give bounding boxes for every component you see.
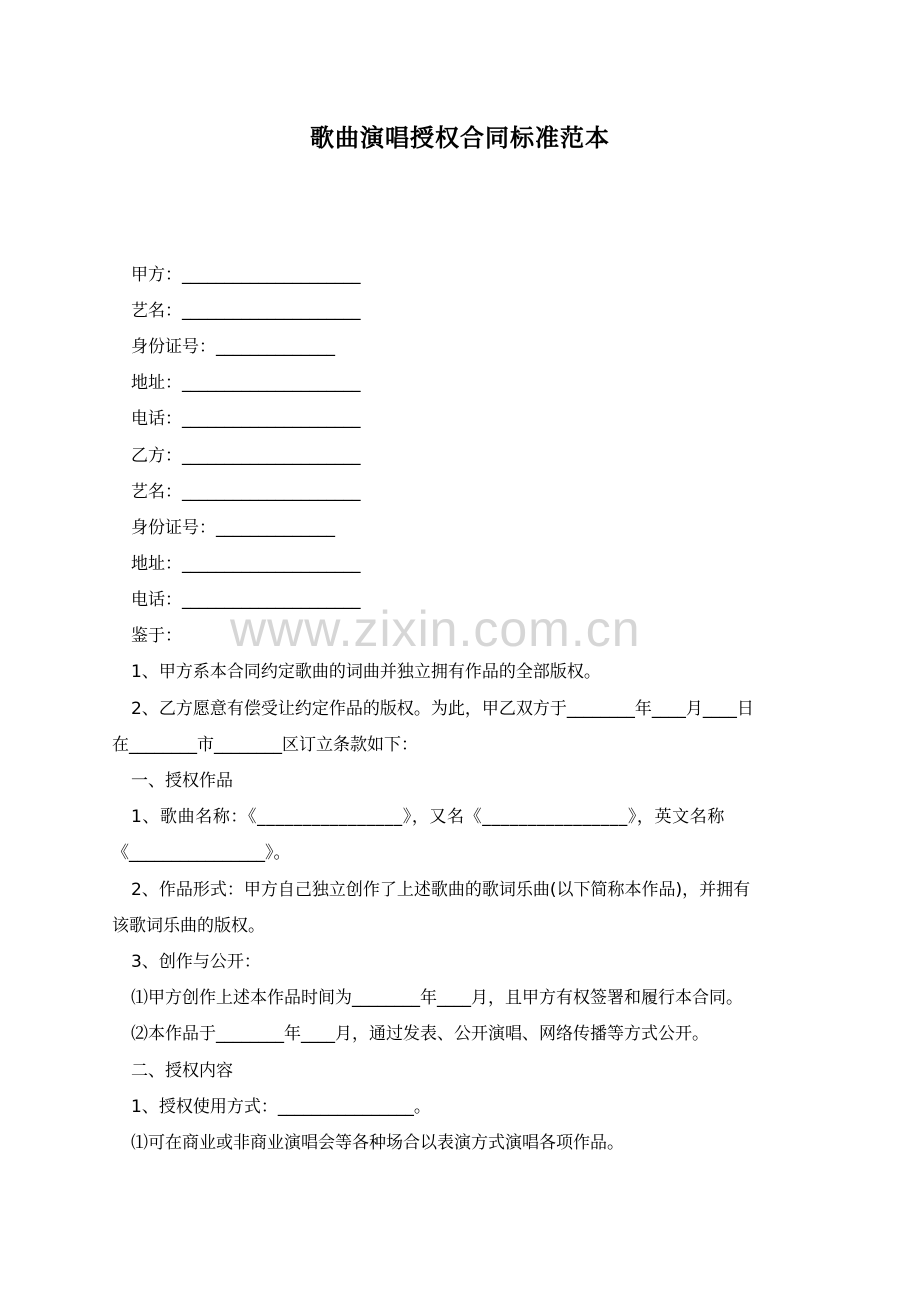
section-1-heading: 一、授权作品 (131, 771, 233, 791)
work-form-clause-cont: 该歌词乐曲的版权。 (112, 916, 265, 936)
document-title: 歌曲演唱授权合同标准范本 (310, 124, 610, 152)
party-b-stage-name: 艺名：_____________________ (131, 482, 361, 502)
recital-1: 1、甲方系本合同约定歌曲的词曲并独立拥有作品的全部版权。 (131, 662, 601, 682)
creation-heading: 3、创作与公开： (131, 952, 261, 972)
party-b-id-number: 身份证号：______________ (131, 518, 335, 538)
recital-2-cont: 在________市________区订立条款如下： (112, 735, 418, 755)
whereas-heading: 鉴于： (131, 626, 182, 646)
work-form-clause: 2、作品形式：甲方自己独立创作了上述歌曲的歌词乐曲(以下简称本作品)，并拥有 (131, 880, 751, 900)
section-2-heading: 二、授权内容 (131, 1061, 233, 1081)
party-a-stage-name: 艺名：_____________________ (131, 301, 361, 321)
license-method-clause: 1、授权使用方式：________________。 (131, 1097, 431, 1117)
party-a-name: 甲方：_____________________ (131, 265, 361, 285)
license-item-1: ⑴可在商业或非商业演唱会等各种场合以表演方式演唱各项作品。 (131, 1133, 624, 1153)
party-b-address: 地址：_____________________ (131, 554, 361, 574)
party-a-id-number: 身份证号：______________ (131, 337, 335, 357)
song-name-clause-cont: 《________________》。 (112, 843, 291, 863)
song-name-clause: 1、歌曲名称：《________________》，又名《________________》，英文名称 (131, 807, 725, 827)
party-b-name: 乙方：_____________________ (131, 446, 361, 466)
recital-2: 2、乙方愿意有偿受让约定作品的版权。为此，甲乙双方于________年____月____日 (131, 699, 754, 719)
creation-item-1: ⑴甲方创作上述本作品时间为________年____月，且甲方有权签署和履行本合同。 (131, 988, 743, 1008)
party-b-phone: 电话：_____________________ (131, 590, 361, 610)
creation-item-2: ⑵本作品于________年____月，通过发表、公开演唱、网络传播等方式公开。 (131, 1024, 709, 1044)
party-a-phone: 电话：_____________________ (131, 409, 361, 429)
watermark: www.zixin.com.cn (230, 601, 641, 657)
party-a-address: 地址：_____________________ (131, 373, 361, 393)
